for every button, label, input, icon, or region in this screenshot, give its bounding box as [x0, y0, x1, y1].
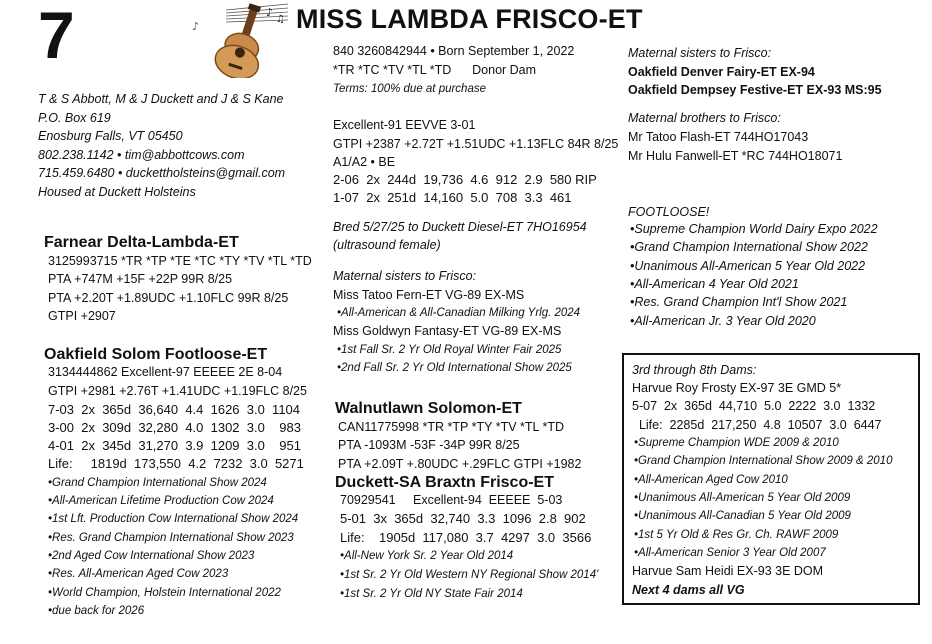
cow-name: Harvue Roy Frosty EX-97 3E GMD 5*	[632, 381, 842, 395]
owner-line: 802.238.1142 • tim@abbottcows.com	[38, 148, 245, 162]
guitar-icon	[178, 2, 290, 78]
sire-line: GTPI +2907	[48, 309, 116, 323]
section-heading: Maternal sisters to Frisco:	[628, 46, 772, 60]
guitar-graphic	[178, 2, 290, 78]
dam-award: •Grand Champion International Show 2024	[48, 477, 267, 489]
dam-award: •1st Lft. Production Cow International Show 2024	[48, 513, 299, 525]
dam-award: •All-American Lifetime Production Cow 2024	[48, 495, 274, 507]
brother-name: Mr Tatoo Flash-ET 744HO17043	[628, 130, 809, 144]
box-footer: Next 4 dams all VG	[632, 583, 745, 597]
mgs-name: Walnutlawn Solomon-ET	[335, 400, 522, 417]
cow-name: Harvue Sam Heidi EX-93 3E DOM	[632, 564, 824, 578]
box-heading: 3rd through 8th Dams:	[632, 363, 757, 377]
granddam-record: 5-01 3x 365d 32,740 3.3 1096 2.8 902	[340, 511, 586, 526]
footloose-award: •Res. Grand Champion Int'l Show 2021	[630, 295, 848, 309]
classification-line: A1/A2 • BE	[333, 155, 396, 169]
sire-line: 3125993715 *TR *TP *TE *TC *TY *TV *TL *TD	[48, 254, 312, 268]
dam-line: 3134444862 Excellent-97 EEEEE 2E 8-04	[48, 365, 283, 379]
cow-record: 5-07 2x 365d 44,710 5.0 2222 3.0 1332	[632, 399, 876, 413]
classification-line: Excellent-91 EEVVE 3-01	[333, 118, 476, 132]
sister-award: •2nd Fall Sr. 2 Yr Old International Show 2025	[337, 362, 572, 374]
sire-line: PTA +747M +15F +22P 99R 8/25	[48, 272, 233, 286]
section-heading: Maternal sisters to Frisco:	[333, 269, 477, 283]
sister-name: Oakfield Denver Fairy-ET EX-94	[628, 65, 815, 79]
sister-name: Oakfield Dempsey Festive-ET EX-93 MS:95	[628, 83, 882, 97]
owner-line: P.O. Box 619	[38, 111, 111, 125]
sister-name: Miss Goldwyn Fantasy-ET VG-89 EX-MS	[333, 324, 562, 338]
animal-record: 1-07 2x 251d 14,160 5.0 708 3.3 461	[333, 190, 572, 205]
terms-text: Terms: 100% due at purchase	[333, 83, 486, 95]
sire-name: Farnear Delta-Lambda-ET	[44, 234, 239, 251]
mgs-line: CAN11775998 *TR *TP *TY *TV *TL *TD	[338, 420, 565, 434]
sister-award: •All-American & All-Canadian Milking Yrlg. 2024	[337, 307, 581, 319]
cow-record: Life: 2285d 217,250 4.8 10507 3.0 6447	[632, 418, 882, 432]
svg-text:♫: ♫	[276, 14, 285, 25]
svg-text:♪: ♪	[192, 20, 200, 33]
cow-award: •1st 5 Yr Old & Res Gr. Ch. RAWF 2009	[634, 529, 839, 541]
cow-award: •Supreme Champion WDE 2009 & 2010	[634, 437, 839, 449]
page-title: MISS LAMBDA FRISCO-ET	[296, 4, 643, 34]
dam-record: 7-03 2x 365d 36,640 4.4 1626 3.0 1104	[48, 402, 301, 417]
animal-codes-line: *TR *TC *TV *TL *TD Donor Dam	[333, 63, 537, 77]
cow-award: •All-American Aged Cow 2010	[634, 474, 788, 486]
brother-name: Mr Hulu Fanwell-ET *RC 744HO18071	[628, 149, 843, 163]
lot-number: 7	[38, 0, 75, 72]
cow-award: •Unanimous All-Canadian 5 Year Old 2009	[634, 510, 851, 522]
animal-id-line: 840 3260842944 • Born September 1, 2022	[333, 44, 575, 58]
bred-line: (ultrasound female)	[333, 238, 441, 252]
sister-name: Miss Tatoo Fern-ET VG-89 EX-MS	[333, 288, 525, 302]
cow-award: •Unanimous All-American 5 Year Old 2009	[634, 492, 851, 504]
cow-award: •Grand Champion International Show 2009 & 2010	[634, 455, 893, 467]
section-heading: FOOTLOOSE!	[628, 205, 710, 219]
svg-text:♪: ♪	[266, 6, 274, 19]
dam-award: •World Champion, Holstein International 2022	[48, 587, 281, 599]
dam-line: GTPI +2981 +2.76T +1.41UDC +1.19FLC 8/25	[48, 384, 307, 398]
footloose-award: •Unanimous All-American 5 Year Old 2022	[630, 259, 866, 273]
sire-line: PTA +2.20T +1.89UDC +1.10FLC 99R 8/25	[48, 291, 289, 305]
owner-line: T & S Abbott, M & J Duckett and J & S Kane	[38, 92, 284, 106]
mgs-line: PTA -1093M -53F -34P 99R 8/25	[338, 438, 520, 452]
owner-line: Housed at Duckett Holsteins	[38, 185, 196, 199]
dam-award: •due back for 2026	[48, 605, 145, 617]
granddam-award: •1st Sr. 2 Yr Old Western NY Regional Show 2014'	[340, 569, 599, 581]
granddam-name: Duckett-SA Braxtn Frisco-ET	[335, 474, 554, 491]
cow-award: •All-American Senior 3 Year Old 2007	[634, 547, 826, 559]
granddam-award: •1st Sr. 2 Yr Old NY State Fair 2014	[340, 588, 523, 600]
granddam-line: 70929541 Excellent-94 EEEEE 5-03	[340, 493, 563, 507]
owner-line: Enosburg Falls, VT 05450	[38, 129, 183, 143]
footloose-award: •All-American 4 Year Old 2021	[630, 277, 799, 291]
bred-line: Bred 5/27/25 to Duckett Diesel-ET 7HO16954	[333, 220, 587, 234]
granddam-award: •All-New York Sr. 2 Year Old 2014	[340, 550, 514, 562]
sister-award: •1st Fall Sr. 2 Yr Old Royal Winter Fair 2025	[337, 344, 562, 356]
footloose-award: •Supreme Champion World Dairy Expo 2022	[630, 222, 878, 236]
dam-record: 3-00 2x 309d 32,280 4.0 1302 3.0 983	[48, 420, 301, 435]
dam-record: 4-01 2x 345d 31,270 3.9 1209 3.0 951	[48, 438, 301, 453]
animal-record: 2-06 2x 244d 19,736 4.6 912 2.9 580 RIP	[333, 172, 597, 187]
dam-award: •2nd Aged Cow International Show 2023	[48, 550, 255, 562]
footloose-award: •All-American Jr. 3 Year Old 2020	[630, 314, 816, 328]
section-heading: Maternal brothers to Frisco:	[628, 111, 781, 125]
owner-line: 715.459.6480 • duckettholsteins@gmail.com	[38, 166, 286, 180]
dam-name: Oakfield Solom Footloose-ET	[44, 346, 268, 363]
mgs-line: PTA +2.09T +.80UDC +.29FLC GTPI +1982	[338, 457, 582, 471]
dam-record: Life: 1819d 173,550 4.2 7232 3.0 5271	[48, 456, 304, 471]
dam-award: •Res. All-American Aged Cow 2023	[48, 568, 229, 580]
footloose-award: •Grand Champion International Show 2022	[630, 240, 868, 254]
classification-line: GTPI +2387 +2.72T +1.51UDC +1.13FLC 84R 8/25	[333, 137, 619, 151]
granddam-record: Life: 1905d 117,080 3.7 4297 3.0 3566	[340, 530, 592, 545]
dam-award: •Res. Grand Champion International Show 2023	[48, 532, 294, 544]
